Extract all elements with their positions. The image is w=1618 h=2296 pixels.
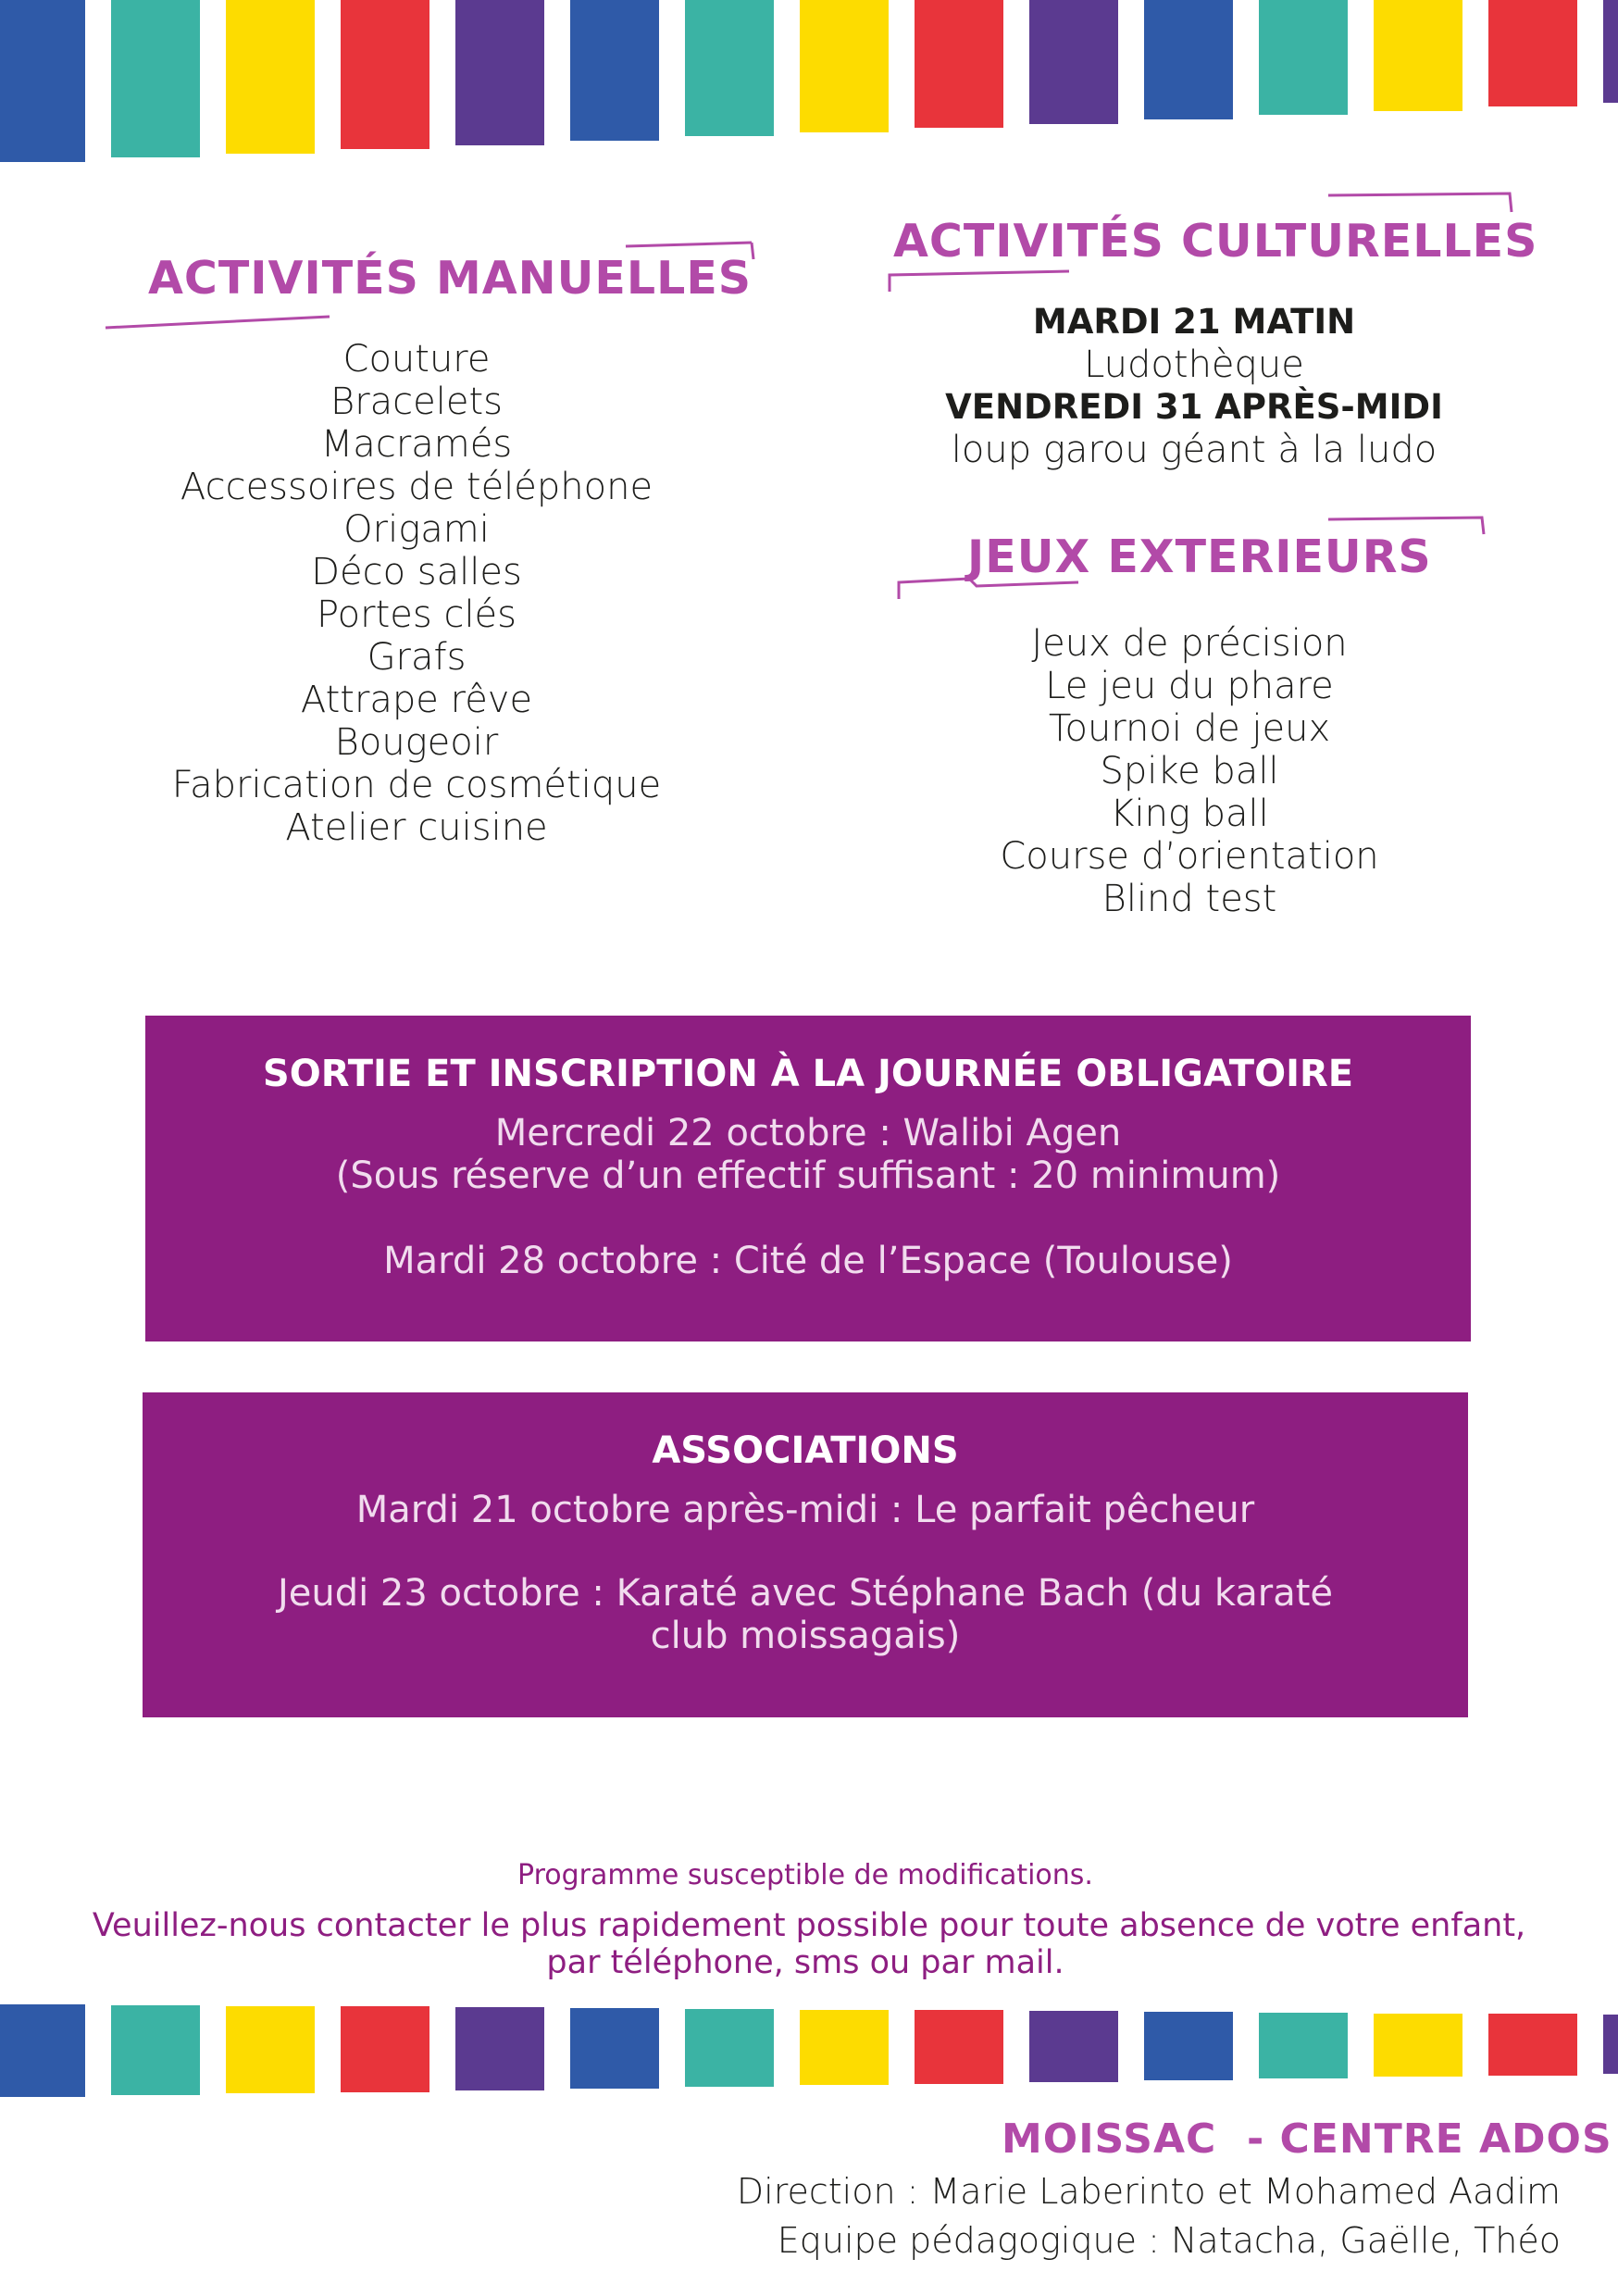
cultural-activity-1: Ludothèque: [1084, 343, 1304, 386]
top-bunting: [0, 0, 1618, 185]
bunting-flag: [800, 2010, 889, 2086]
outdoor-game-item: Course d’orientation: [1000, 835, 1379, 878]
associations-title: ASSOCIATIONS: [652, 1429, 959, 1472]
bunting-flag: [570, 2008, 659, 2089]
manual-activity-item: Portes clés: [316, 593, 517, 636]
bunting-flag: [915, 2010, 1003, 2083]
associations-line-3: club moissagais): [650, 1615, 961, 1657]
bunting-flag: [455, 2007, 544, 2090]
manual-activities-list: [130, 338, 703, 849]
bunting-flag: [1603, 0, 1618, 103]
manual-activity-item: Bracelets: [330, 381, 503, 423]
outdoor-game-item: Spike ball: [1100, 750, 1279, 792]
bunting-flag: [455, 0, 544, 145]
bunting-flag: [1603, 2015, 1618, 2074]
bunting-flag: [111, 2005, 200, 2095]
bunting-flag: [0, 0, 85, 162]
outdoor-games-list: [902, 622, 1476, 920]
outdoor-game-item: Jeux de précision: [1031, 622, 1348, 665]
bunting-flag: [685, 0, 774, 136]
bunting-flag: [915, 0, 1003, 128]
manual-activity-item: Attrape rêve: [300, 679, 533, 721]
bunting-flag: [1144, 0, 1233, 119]
bunting-flag: [1374, 0, 1462, 111]
manual-heading-underline: [102, 239, 778, 341]
notice-line-1: Veuillez-nous contacter le plus rapidement possible pour toute absence de votre enfant,: [92, 1907, 1526, 1944]
cultural-activities-list: [907, 301, 1481, 471]
bunting-flag: [226, 2006, 315, 2094]
manual-activity-item: Origami: [343, 508, 490, 551]
footer-team: Equipe pédagogique : Natacha, Gaëlle, Théo: [777, 2220, 1561, 2261]
outdoor-games-heading: JEUX EXTERIEURS: [967, 530, 1432, 583]
outing-line-1: Mercredi 22 octobre : Walibi Agen: [494, 1112, 1122, 1154]
bunting-flag: [0, 2004, 85, 2097]
manual-activity-item: Grafs: [367, 636, 467, 679]
notice-line-2: par téléphone, sms ou par mail.: [546, 1944, 1064, 1981]
bunting-flag: [1029, 0, 1118, 124]
outdoor-game-item: Blind test: [1101, 878, 1277, 920]
manual-activity-item: Accessoires de téléphone: [180, 466, 653, 508]
bunting-flag: [800, 0, 889, 132]
outing-title: SORTIE ET INSCRIPTION À LA JOURNÉE OBLIGATOIRE: [262, 1053, 1354, 1095]
manual-activity-item: Bougeoir: [334, 721, 499, 764]
bunting-flag: [1029, 2011, 1118, 2082]
outdoor-game-item: Tournoi de jeux: [1048, 707, 1331, 750]
cultural-day-2: VENDREDI 31 APRÈS-MIDI: [945, 387, 1443, 427]
bunting-flag: [1488, 2014, 1577, 2075]
manual-activity-item: Déco salles: [311, 551, 522, 593]
outdoor-game-item: King ball: [1110, 792, 1269, 835]
outing-line-2: (Sous réserve d’un effectif suffisant : 20 minimum): [335, 1154, 1281, 1197]
associations-box: [143, 1392, 1468, 1717]
cultural-heading-underline: [884, 190, 1532, 301]
cultural-activities-heading: ACTIVITÉS CULTURELLES: [893, 215, 1538, 268]
footer-direction: Direction : Marie Laberinto et Mohamed Aadim: [736, 2171, 1561, 2212]
cultural-activity-2: loup garou géant à la ludo: [951, 429, 1438, 471]
cultural-day-1: MARDI 21 MATIN: [1032, 302, 1356, 342]
bunting-flag: [1259, 2013, 1348, 2078]
outdoor-game-item: Le jeu du phare: [1045, 665, 1334, 707]
bunting-flag: [1259, 0, 1348, 115]
bunting-flag: [226, 0, 315, 154]
associations-line-1: Mardi 21 octobre après-midi : Le parfait pêcheur: [355, 1489, 1255, 1531]
bunting-flag: [1374, 2014, 1462, 2078]
outing-box: [145, 1016, 1471, 1341]
manual-activity-item: Atelier cuisine: [285, 806, 548, 849]
bunting-flag: [1488, 0, 1577, 106]
bunting-flag: [570, 0, 659, 141]
bunting-flag: [341, 0, 429, 149]
notice-small: Programme susceptible de modifications.: [517, 1859, 1093, 1891]
bunting-flag: [341, 2006, 429, 2091]
bunting-flag: [111, 0, 200, 157]
associations-line-2: Jeudi 23 octobre : Karaté avec Stéphane Bach (du karaté: [277, 1572, 1334, 1615]
manual-activities-heading: ACTIVITÉS MANUELLES: [148, 252, 753, 305]
manual-activity-item: Fabrication de cosmétique: [171, 764, 662, 806]
manual-activity-item: Couture: [342, 338, 491, 381]
outing-line-3: Mardi 28 octobre : Cité de l’Espace (Toulouse): [383, 1240, 1233, 1282]
bunting-flag: [1144, 2012, 1233, 2080]
footer-title: MOISSAC - CENTRE ADOS: [1002, 2115, 1612, 2163]
bunting-flag: [685, 2009, 774, 2087]
outdoor-heading-underline: [893, 514, 1504, 606]
manual-activity-item: Macramés: [320, 423, 513, 466]
